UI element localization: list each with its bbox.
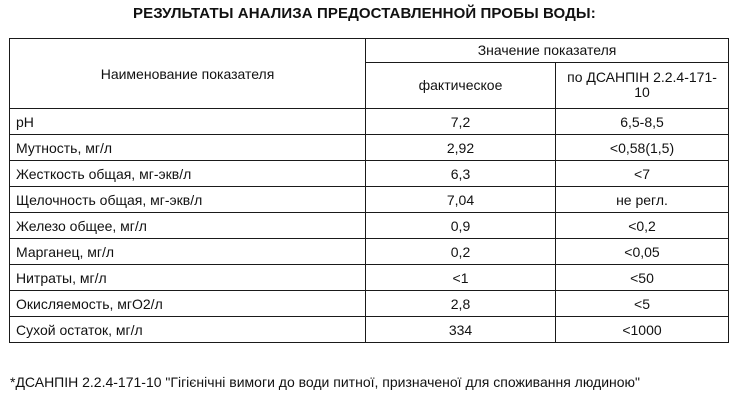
actual-value-cell: 0,2	[366, 239, 556, 265]
actual-value-cell: 334	[366, 317, 556, 343]
actual-value-cell: 2,92	[366, 135, 556, 161]
indicator-name-cell: Нитраты, мг/л	[10, 265, 366, 291]
norm-value-cell: <0,2	[556, 213, 729, 239]
indicator-name-cell: Марганец, мг/л	[10, 239, 366, 265]
page-title: РЕЗУЛЬТАТЫ АНАЛИЗА ПРЕДОСТАВЛЕННОЙ ПРОБЫ ВОДЫ:	[133, 5, 596, 22]
norm-value-cell: <1000	[556, 317, 729, 343]
header-value-group: Значение показателя	[366, 39, 729, 63]
table-row	[10, 265, 729, 291]
footnote: *ДСАНПІН 2.2.4-171-10 "Гігієнічні вимоги до води питної, призначеної для споживання людиною"	[10, 374, 641, 390]
indicator-name-cell: Щелочность общая, мг-экв/л	[10, 187, 366, 213]
norm-value-cell: <50	[556, 265, 729, 291]
header-indicator-name: Наименование показателя	[10, 39, 366, 109]
header-norm: по ДСАНПІН 2.2.4-171-10	[556, 62, 729, 108]
actual-value-cell: 2,8	[366, 291, 556, 317]
actual-value-cell: 0,9	[366, 213, 556, 239]
results-table	[9, 38, 729, 343]
norm-value-cell: не регл.	[556, 187, 729, 213]
actual-value-cell: 6,3	[366, 161, 556, 187]
actual-value-cell: 7,04	[366, 187, 556, 213]
table-row	[10, 213, 729, 239]
norm-value-cell: <5	[556, 291, 729, 317]
header-actual: фактическое	[366, 62, 556, 108]
indicator-name-cell: Жесткость общая, мг-экв/л	[10, 161, 366, 187]
norm-value-cell: <0,58(1,5)	[556, 135, 729, 161]
norm-value-cell: 6,5-8,5	[556, 109, 729, 135]
norm-value-cell: <7	[556, 161, 729, 187]
table-row	[10, 109, 729, 135]
indicator-name-cell: Железо общее, мг/л	[10, 213, 366, 239]
indicator-name-cell: Сухой остаток, мг/л	[10, 317, 366, 343]
table-row	[10, 291, 729, 317]
indicator-name-cell: Мутность, мг/л	[10, 135, 366, 161]
actual-value-cell: 7,2	[366, 109, 556, 135]
indicator-name-cell: pH	[10, 109, 366, 135]
norm-value-cell: <0,05	[556, 239, 729, 265]
actual-value-cell: <1	[366, 265, 556, 291]
table-row	[10, 187, 729, 213]
indicator-name-cell: Окисляемость, мгО2/л	[10, 291, 366, 317]
table-row	[10, 161, 729, 187]
table-row	[10, 317, 729, 343]
table-row	[10, 135, 729, 161]
table-row	[10, 239, 729, 265]
